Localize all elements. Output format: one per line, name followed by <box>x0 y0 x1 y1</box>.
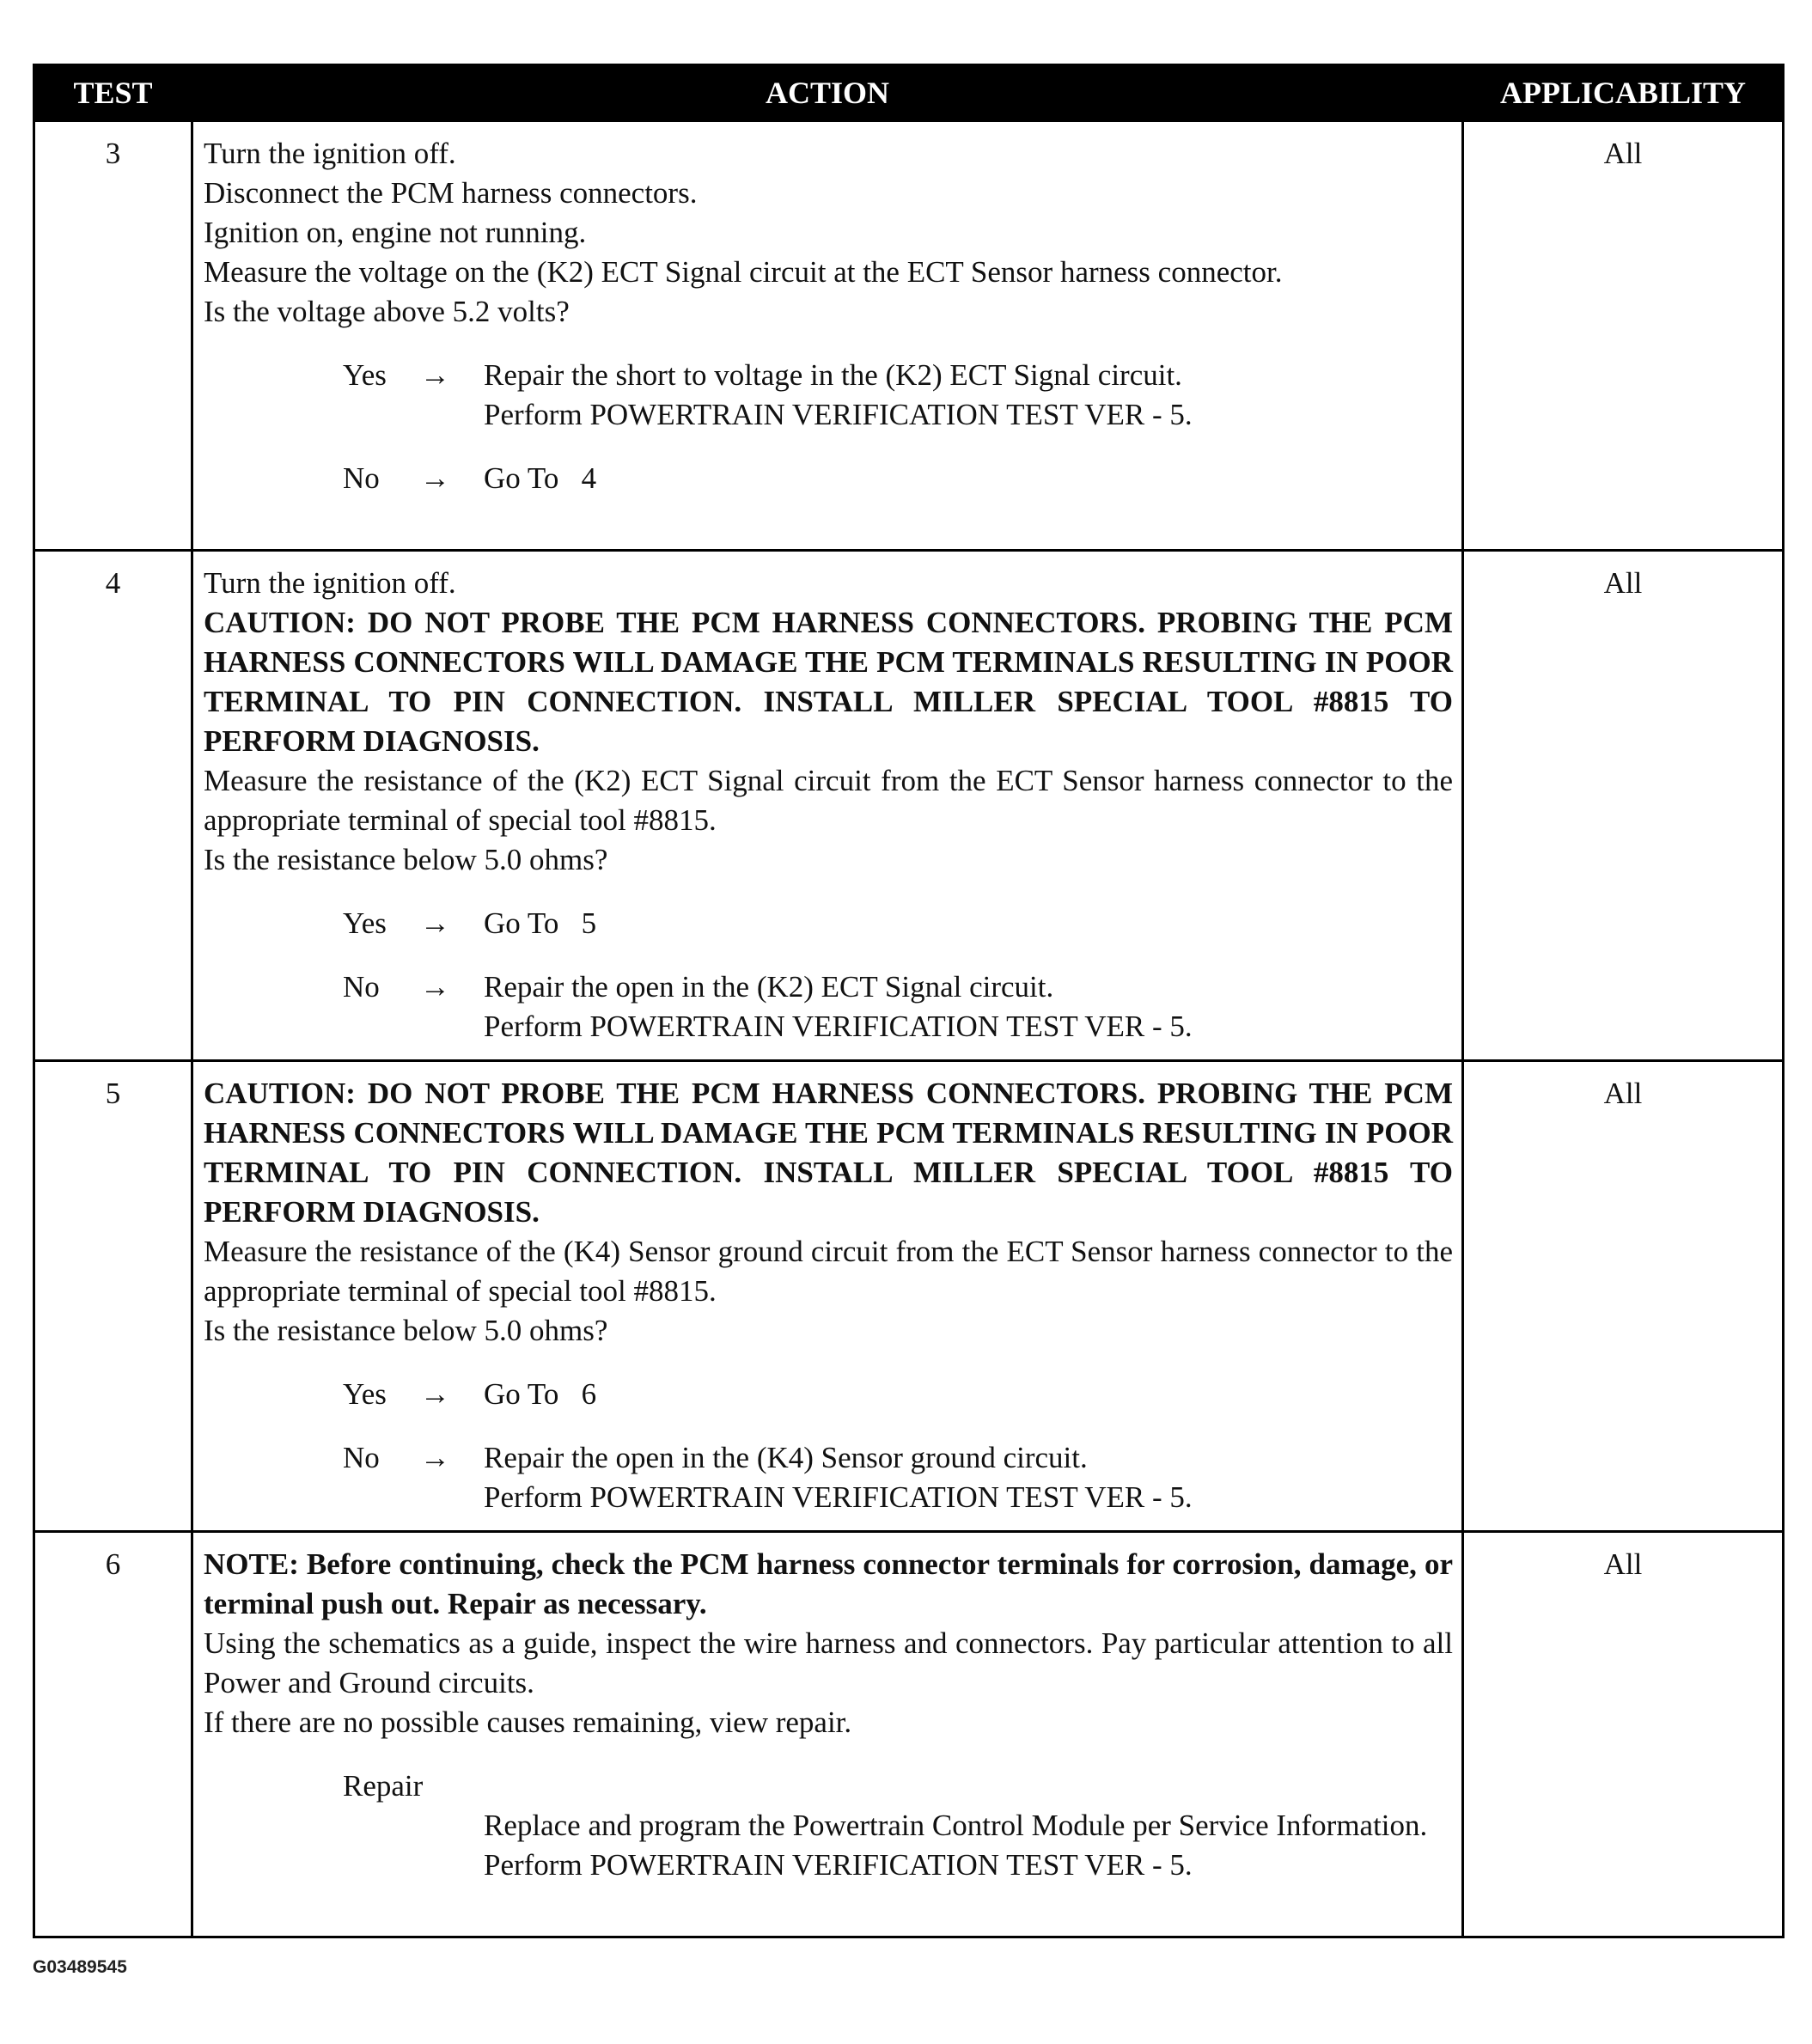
yes-label: Yes <box>343 358 387 392</box>
action-step: Ignition on, engine not running. <box>204 216 587 249</box>
test-number: 4 <box>34 551 192 1061</box>
test-number: 5 <box>34 1061 192 1532</box>
yes-label: Yes <box>343 906 387 940</box>
no-text-line: Perform POWERTRAIN VERIFICATION TEST VER - 5. <box>484 1480 1193 1514</box>
action-step: Turn the ignition off. <box>204 566 456 600</box>
no-result <box>204 1438 1453 1517</box>
no-result <box>204 459 1453 498</box>
action-question: Is the resistance below 5.0 ohms? <box>204 1314 608 1347</box>
right-arrow-icon: → <box>420 1377 450 1411</box>
no-label: No <box>343 970 380 1004</box>
repair-text-line: Perform POWERTRAIN VERIFICATION TEST VER - 5. <box>484 1848 1193 1882</box>
action-cell <box>192 121 1463 551</box>
test-number: 3 <box>34 121 192 551</box>
applicability-value: All <box>1463 551 1784 1061</box>
yes-text-line: Go To 5 <box>484 906 597 940</box>
no-label: No <box>343 1441 380 1474</box>
no-text-line: Repair the open in the (K4) Sensor ground circuit. <box>484 1441 1088 1474</box>
right-arrow-icon: → <box>420 461 450 495</box>
header-test: TEST <box>34 65 192 121</box>
no-text <box>484 967 1453 1046</box>
action-step: Measure the voltage on the (K2) ECT Signal circuit at the ECT Sensor harness connector. <box>204 255 1283 289</box>
no-text <box>484 1438 1453 1517</box>
action-cell <box>192 1532 1463 1937</box>
figure-id: G03489545 <box>33 1957 127 1977</box>
right-arrow-icon: → <box>420 358 450 392</box>
repair-text-line: Replace and program the Powertrain Control Module per Service Information. <box>484 1809 1428 1842</box>
action-cell <box>192 1061 1463 1532</box>
action-step: Turn the ignition off. <box>204 137 456 170</box>
right-arrow-icon: → <box>420 1441 450 1474</box>
action-step: Measure the resistance of the (K2) ECT Signal circuit from the ECT Sensor harness connector to the appropriate terminal of special tool #8815. <box>204 764 1453 837</box>
caution-text: CAUTION: DO NOT PROBE THE PCM HARNESS CONNECTORS. PROBING THE PCM HARNESS CONNECTORS WILL DAMAGE THE PCM TERMINALS RESULTING IN POOR TERMINAL TO PIN CONNECTION. INSTALL MILLER SPECIAL TOOL #8815 TO PERFORM DIAGNOSIS. <box>204 1077 1453 1229</box>
header-applicability: APPLICABILITY <box>1463 65 1784 121</box>
note-text: NOTE: Before continuing, check the PCM harness connector terminals for corrosion, damage, or terminal push out. Repair as necessary. <box>204 1547 1453 1620</box>
applicability-value: All <box>1463 1532 1784 1937</box>
table-row <box>34 551 1784 1061</box>
caution-text: CAUTION: DO NOT PROBE THE PCM HARNESS CONNECTORS. PROBING THE PCM HARNESS CONNECTORS WILL DAMAGE THE PCM TERMINALS RESULTING IN POOR TERMINAL TO PIN CONNECTION. INSTALL MILLER SPECIAL TOOL #8815 TO PERFORM DIAGNOSIS. <box>204 606 1453 758</box>
action-question: Is the resistance below 5.0 ohms? <box>204 843 608 876</box>
applicability-value: All <box>1463 1061 1784 1532</box>
right-arrow-icon: → <box>420 906 450 940</box>
repair-text <box>204 1806 1453 1885</box>
yes-text <box>484 356 1453 435</box>
action-question: Is the voltage above 5.2 volts? <box>204 295 570 328</box>
action-step: Using the schematics as a guide, inspect the wire harness and connectors. Pay particular attention to all Power and Ground circuits. <box>204 1626 1453 1699</box>
right-arrow-icon: → <box>420 970 450 1004</box>
no-text <box>484 459 1453 498</box>
yes-text <box>484 1375 1453 1414</box>
no-label: No <box>343 461 380 495</box>
table-row <box>34 1532 1784 1937</box>
diagnostic-test-table-container <box>33 64 1782 1938</box>
no-text-line: Repair the open in the (K2) ECT Signal circuit. <box>484 970 1054 1004</box>
no-text-line: Go To 4 <box>484 461 597 495</box>
table-header-row <box>34 65 1784 121</box>
action-step: Disconnect the PCM harness connectors. <box>204 176 698 210</box>
no-text-line: Perform POWERTRAIN VERIFICATION TEST VER - 5. <box>484 1010 1193 1043</box>
test-number: 6 <box>34 1532 192 1937</box>
yes-result <box>204 356 1453 435</box>
action-step: Measure the resistance of the (K4) Sensor ground circuit from the ECT Sensor harness connector to the appropriate terminal of special tool #8815. <box>204 1235 1453 1308</box>
no-result <box>204 967 1453 1046</box>
action-step: If there are no possible causes remaining, view repair. <box>204 1705 852 1739</box>
header-action: ACTION <box>192 65 1463 121</box>
repair-result <box>204 1766 1453 1885</box>
applicability-value: All <box>1463 121 1784 551</box>
yes-result <box>204 1375 1453 1414</box>
yes-result <box>204 904 1453 943</box>
diagnostic-test-table <box>33 64 1785 1938</box>
table-row <box>34 121 1784 551</box>
table-row <box>34 1061 1784 1532</box>
yes-text-line: Perform POWERTRAIN VERIFICATION TEST VER - 5. <box>484 398 1193 431</box>
yes-text-line: Go To 6 <box>484 1377 597 1411</box>
action-cell <box>192 551 1463 1061</box>
repair-label: Repair <box>343 1769 424 1803</box>
yes-label: Yes <box>343 1377 387 1411</box>
yes-text-line: Repair the short to voltage in the (K2) ECT Signal circuit. <box>484 358 1182 392</box>
yes-text <box>484 904 1453 943</box>
